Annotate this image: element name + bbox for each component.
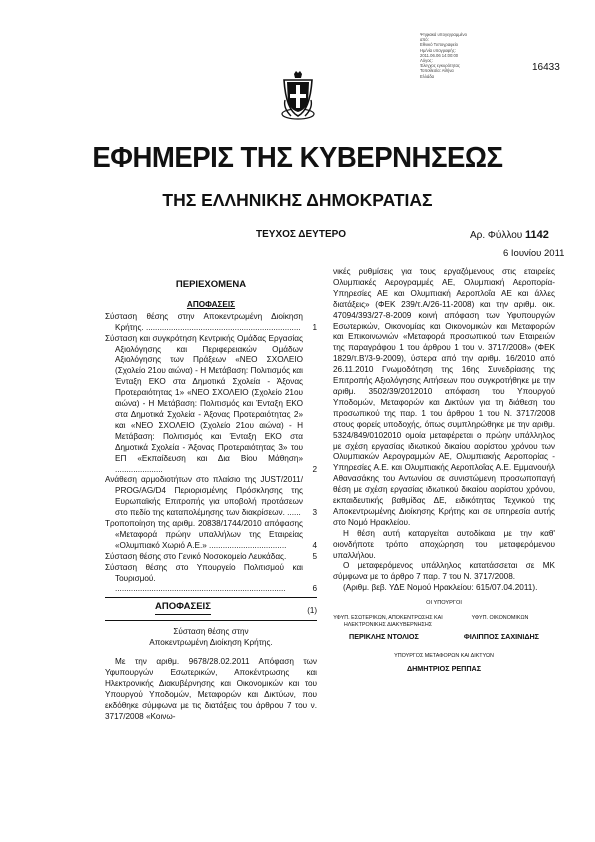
toc-heading: ΠΕΡΙΕΧΟΜΕΝΑ bbox=[175, 279, 247, 290]
signer-role-left: ΥΦΥΠ. ΕΣΩΤΕΡΙΚΩΝ, ΑΠΟΚΕΝΤΡΩΣΗΣ ΚΑΙ ΗΛΕΚΤΡΟΝΙΚΗΣ ΔΙΑΚΥΒΕΡΝΗΣΗΣ bbox=[333, 615, 443, 628]
toc-item[interactable] bbox=[105, 563, 317, 596]
decision-reference: (Αριθμ. βεβ. ΥΔΕ Νομού Ηρακλείου: 615/07.04.2011). bbox=[343, 583, 538, 593]
signer-name-right: ΦΙΛΙΠΠΟΣ ΣΑΧΙΝΙΔΗΣ bbox=[463, 632, 539, 642]
sig-line: από: bbox=[420, 37, 429, 43]
sig-line: 2011.06.06 14:00:00 bbox=[420, 52, 459, 58]
decision-body: Με την αριθμ. 9678/28.02.2011 Απόφαση των Υφυπουργών Εσωτερικών, Αποκέντρωσης και Ηλεκτρονικής Διακυβέρνησης και Οικονομικών και του Υπουργού Υποδομών, Μεταφορών και Δικτύων, που εκδόθηκε σύμφωνα με τις διατάξεις του άρθρου 7 του ν. 3717/2008 «Κοινω- bbox=[105, 657, 317, 721]
gazette-title: ΕΦΗΜΕΡΙΣ ΤΗΣ ΚΥΒΕΡΝΗΣΕΩΣ bbox=[92, 142, 503, 174]
toc-item-page: 5 bbox=[312, 551, 317, 561]
divider bbox=[105, 620, 317, 621]
issue-date: 6 Ιουνίου 2011 bbox=[503, 248, 565, 259]
sig-line: Τοποθεσία: Αθήνα bbox=[420, 68, 454, 74]
toc-item-page: 6 bbox=[312, 584, 317, 594]
page-number: 16433 bbox=[532, 62, 560, 73]
toc-item-text: Ανάθεση αρμοδιοτήτων στο πλαίσιο της JUST/2011/ PROG/AG/D4 Περιορισμένης Πρόσκλησης της Ευρωπαϊκής Επιτροπής για υποβολή προτάσεων στο πεδίο της καταπολέμησης των διακρίσεων. ...... bbox=[105, 475, 303, 518]
issue-label: ΤΕΥΧΟΣ ΔΕΥΤΕΡΟ bbox=[256, 229, 347, 240]
toc-item-text: Τροποποίηση της αριθμ. 20838/1744/2010 απόφασης «Μεταφορά πρώην υπαλλήλων της Εταιρείας «Ολυμπιακό Χωριό Α.Ε.» .................................. bbox=[105, 519, 303, 550]
decision-paragraph: Ο μεταφερόμενος υπάλληλος κατατάσσεται σε ΜΚ σύμφωνα με το άρθρο 7 παρ. 7 του Ν. 3717/2008. bbox=[333, 561, 555, 582]
decision-paragraph: Η θέση αυτή καταργείται αυτοδίκαια με την καθ' οιονδήποτε τρόπο αποχώρηση του μεταφερόμενου υπαλλήλου. bbox=[333, 528, 555, 560]
toc-item[interactable] bbox=[105, 475, 317, 519]
gazette-subtitle: ΤΗΣ ΕΛΛΗΝΙΚΗΣ ΔΗΜΟΚΡΑΤΙΑΣ bbox=[162, 190, 433, 210]
decisions-heading: ΑΠΟΦΑΣΕΙΣ bbox=[155, 602, 211, 615]
sig-line: Ψηφιακά υπογεγραμμένο bbox=[420, 32, 467, 37]
toc-item-text: Σύσταση θέσης στο Γενικό Νοσοκομείο Λευκάδας. bbox=[105, 551, 287, 561]
decision-header bbox=[105, 602, 317, 620]
toc-item-text: Σύσταση θέσης στο Υπουργείο Πολιτισμού και Τουρισμού. ........................................................................... bbox=[105, 562, 303, 594]
sig-line: Έλεγχος εγκυρότητας bbox=[420, 63, 460, 69]
sheet-number bbox=[470, 229, 549, 241]
sheet-label: Αρ. Φύλλου bbox=[470, 230, 523, 241]
toc-item[interactable] bbox=[105, 519, 317, 552]
toc-item-page: 4 bbox=[312, 540, 317, 550]
right-column bbox=[333, 267, 555, 675]
sheet-value: 1142 bbox=[525, 229, 549, 241]
toc-item-text: Σύσταση και συγκρότηση Κεντρικής Ομάδας Εργασίας Αξιολόγησης και Περιφερειακών Ομάδων Αξιολόγησης των Πράξεων «ΝΕΟ ΣΧΟΛΕΙΟ (Σχολείο 21ου αιώνα) - Η Μετάβαση: Πολιτισμός και Ένταξη ΕΚΟ στα Δημοτικά Σχολεία - Άξονας Προτεραιότητας 1» «ΝΕΟ ΣΧΟΛΕΙΟ (Σχολείο 21ου αιώνα) - Η Μετάβαση: Πολιτισμός και Ένταξη ΕΚΟ στα Δημοτικά Σχολεία - Άξονας Προτεραιότητας 2» και «ΝΕΟ ΣΧΟΛΕΙΟ (Σχολείο 21ου αιώνα) - Η Μετάβαση: Πολιτισμός και Ένταξη ΕΚΟ στα Δημοτικά Σχολεία - Άξονας Προτεραιότητας 3» του ΕΠ «Εκπαίδευση και Δια Βίου Μάθηση» ..................... bbox=[105, 333, 303, 474]
decision-number: (1) bbox=[307, 606, 317, 616]
toc-item-page: 1 bbox=[312, 322, 317, 332]
sig-line: Λόγος: bbox=[420, 58, 433, 64]
sig-line: Ημ/νία υπογραφής: bbox=[420, 47, 456, 53]
signer-name-bottom: ΔΗΜΗΤΡΙΟΣ ΡΕΠΠΑΣ bbox=[406, 664, 482, 673]
sig-line: Ελλάδα bbox=[420, 73, 435, 79]
signer-role-bottom: ΥΠΟΥΡΓΟΣ ΜΕΤΑΦΟΡΩΝ ΚΑΙ ΔΙΚΤΥΩΝ bbox=[394, 653, 494, 660]
signer-names bbox=[333, 632, 555, 643]
toc-item[interactable] bbox=[105, 552, 317, 563]
sig-line: Εθνικό Τυπογραφείο bbox=[420, 42, 458, 48]
toc-item[interactable] bbox=[105, 312, 317, 334]
toc-item[interactable] bbox=[105, 334, 317, 476]
signers-title: ΟΙ ΥΠΟΥΡΓΟΙ bbox=[426, 600, 462, 607]
signer-role-right: ΥΦΥΠ. ΟΙΚΟΝΟΜΙΚΩΝ bbox=[471, 615, 529, 622]
left-column bbox=[105, 280, 317, 723]
toc-section: ΑΠΟΦΑΣΕΙΣ bbox=[186, 299, 236, 309]
decision-paragraph: νικές ρυθμίσεις για τους εργαζόμενους στις εταιρείες Ολυμπιακές Αερογραμμές ΑΕ, Ολυμπιακή Αεροπορία-Υπηρεσίες ΑΕ και Ολυμπιακή Αεροπλοΐα ΑΕ και άλλες διατάξεις» (ΦΕΚ 239/τ.Α/26-11-2008) και την αριθμ. οικ. 47094/393/27-8-2009 κοινή απόφαση των Υφυπουργών Εσωτερικών, Οικονομίας και Οικονομικών και Μεταφορών και Επικοινωνιών «Μεταφορά προσωπικού των Εταιρειών της παραγράφου 1 του άρθρου 1 του ν. 3717/2008» (ΦΕΚ 1829/τ.Β'/3-9-2009), ύστερα από την αριθμ. 16/2010 από 26.11.2010 Γνωμοδότηση της 16ης Συνεδρίασης της Επιτροπής Αξιολόγησης Αιτήσεων που συγκροτήθηκε με την αριθμ. 3502/39/2012010 απόφαση του Υπουργού Υποδομών, Μεταφορών και Δικτύων για τη διάθεση του προσωπικού της παρ. 1 του άρθρου 1 του Ν. 3717/2008 στους φορείς υποδοχής, όπως συμπληρώθηκε με την αριθμ. 5324/849/0102010 ομοία μεταφέρεται ο πρώην υπάλληλος με σχέση εργασίας ιδιωτικού δικαίου αορίστου χρόνου των Ολυμπιακών Αερογραμμών ΑΕ, Ολυμπιακής Αεροπορίας - Υπηρεσίες Α.Ε. και Ολυμπιακής Αεροπλοΐας Α.Ε. Εμμανουήλ Αθανασάκης του Αντωνίου σε συνιστώμενη προσωποπαγή θέση με σχέση εργασίας ιδιωτικού δικαίου αορίστου χρόνου, εκπαιδευτικής βαθμίδας ΔΕ, ειδικότητας Τεχνικού της Αποκεντρωμένης Διοίκησης Κρήτης και σε υπηρεσία αυτής στο Νομό Ηρακλείου. bbox=[333, 267, 555, 527]
toc-item-page: 3 bbox=[312, 508, 317, 518]
signer-name-left: ΠΕΡΙΚΛΗΣ ΝΤΟΛΙΟΣ bbox=[349, 632, 419, 642]
signer-roles bbox=[333, 615, 555, 628]
divider bbox=[105, 597, 317, 598]
coat-of-arms-icon bbox=[281, 70, 315, 120]
toc-item-text: Σύσταση θέσης στην Αποκεντρωμένη Διοίκηση Κρήτης. .................................................................... bbox=[105, 311, 303, 332]
toc-item-page: 2 bbox=[312, 464, 317, 474]
decision-title: Σύσταση θέσης στην Αποκεντρωμένη Διοίκηση Κρήτης. bbox=[149, 627, 273, 648]
digital-signature-block bbox=[420, 32, 486, 79]
